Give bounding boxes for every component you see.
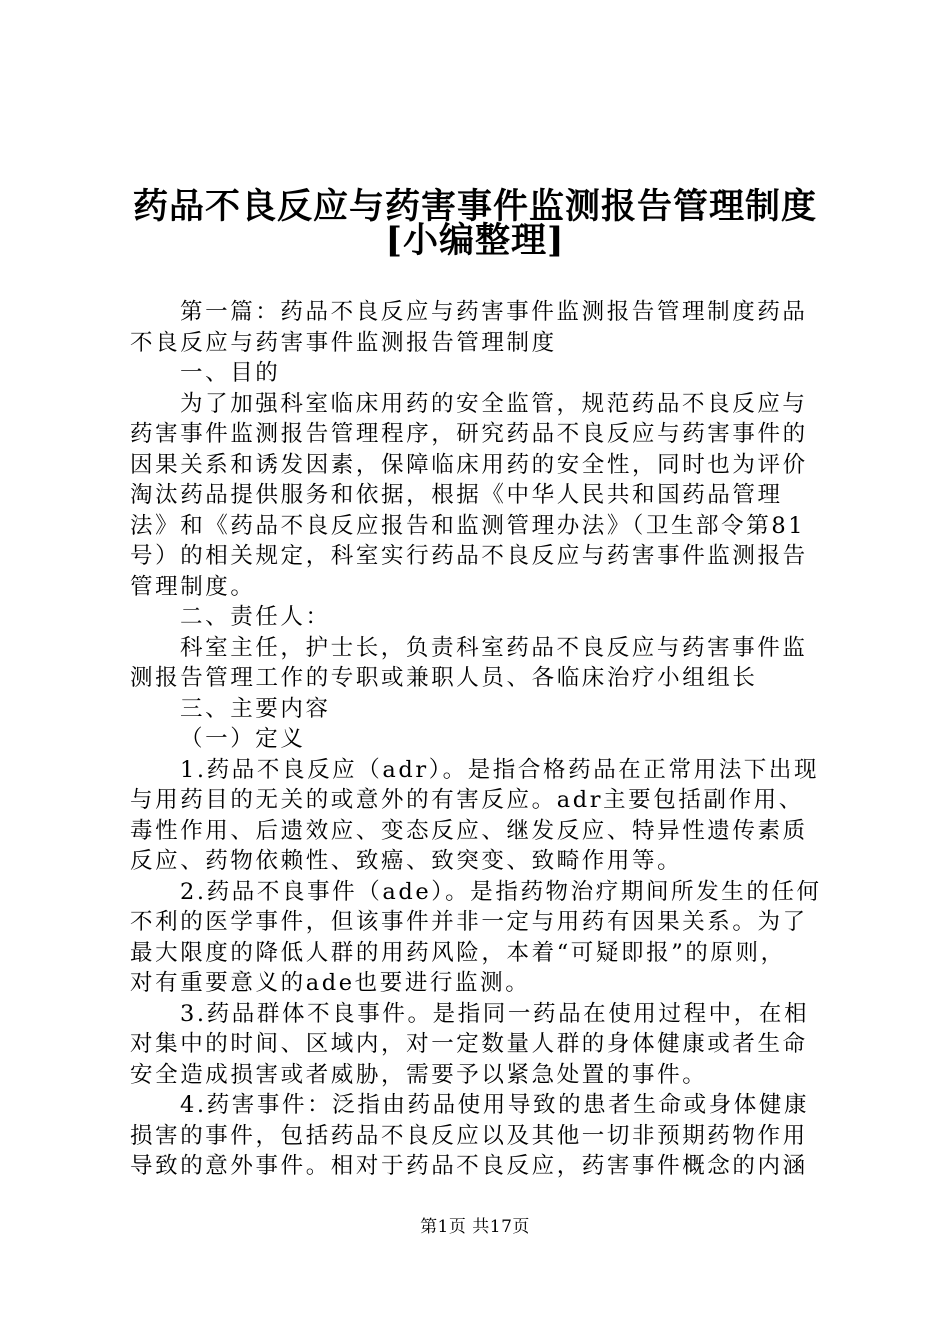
page-number: 第1页 共17页 xyxy=(420,1217,530,1237)
body-line: 不利的医学事件，但该事件并非一定与用药有因果关系。为了 xyxy=(130,909,808,935)
document-body xyxy=(130,297,830,1182)
body-line: 科室主任，护士长，负责科室药品不良反应与药害事件监 xyxy=(180,634,808,661)
body-line: 一、目的 xyxy=(180,360,281,386)
body-line: 因果关系和诱发因素，保障临床用药的安全性，同时也为评价 xyxy=(130,451,808,478)
body-line: 反应、药物依赖性、致癌、致突变、致畸作用等。 xyxy=(130,848,683,874)
body-line: 2.药品不良事件（ade）。是指药物治疗期间所发生的任何 xyxy=(180,878,822,905)
body-line: 对有重要意义的ade也要进行监测。 xyxy=(130,970,531,996)
body-line: 第一篇：药品不良反应与药害事件监测报告管理制度药品 xyxy=(180,299,808,325)
body-line: 管理制度。 xyxy=(130,573,256,600)
body-line: 安全造成损害或者威胁，需要予以紧急处置的事件。 xyxy=(130,1061,708,1088)
body-line: 淘汰药品提供服务和依据，根据《中华人民共和国药品管理 xyxy=(130,482,783,508)
body-line: 4.药害事件：泛指由药品使用导致的患者生命或身体健康 xyxy=(180,1092,810,1118)
body-line: 最大限度的降低人群的用药风险，本着“可疑即报”的原则， xyxy=(130,939,786,966)
body-line: 3.药品群体不良事件。是指同一药品在使用过程中，在相 xyxy=(180,1000,810,1027)
document-subtitle: [小编整理] xyxy=(385,220,565,261)
body-line: 号）的相关规定，科室实行药品不良反应与药害事件监测报告 xyxy=(130,543,808,569)
body-line: 不良反应与药害事件监测报告管理制度 xyxy=(130,329,557,356)
body-line: 药害事件监测报告管理程序，研究药品不良反应与药害事件的 xyxy=(130,421,808,447)
body-line: 为了加强科室临床用药的安全监管，规范药品不良反应与 xyxy=(180,390,808,417)
body-line: 法》和《药品不良反应报告和监测管理办法》（卫生部令第81 xyxy=(130,512,806,539)
body-line: 与用药目的无关的或意外的有害反应。adr主要包括副作用、 xyxy=(130,787,804,813)
body-line: 毒性作用、后遗效应、变态反应、继发反应、特异性遗传素质 xyxy=(130,817,808,844)
body-line: 三、主要内容 xyxy=(180,695,331,722)
body-line: 测报告管理工作的专职或兼职人员、各临床治疗小组组长 xyxy=(130,665,758,691)
body-line: 导致的意外事件。相对于药品不良反应，药害事件概念的内涵 xyxy=(130,1153,808,1179)
body-line: 二、责任人： xyxy=(180,604,331,630)
body-line: 对集中的时间、区域内，对一定数量人群的身体健康或者生命 xyxy=(130,1031,808,1057)
body-line: 损害的事件，包括药品不良反应以及其他一切非预期药物作用 xyxy=(130,1122,808,1149)
body-line: 1.药品不良反应（adr）。是指合格药品在正常用法下出现 xyxy=(180,756,820,783)
body-line: （一）定义 xyxy=(180,726,306,752)
document-title: 药品不良反应与药害事件监测报告管理制度 xyxy=(132,186,817,227)
